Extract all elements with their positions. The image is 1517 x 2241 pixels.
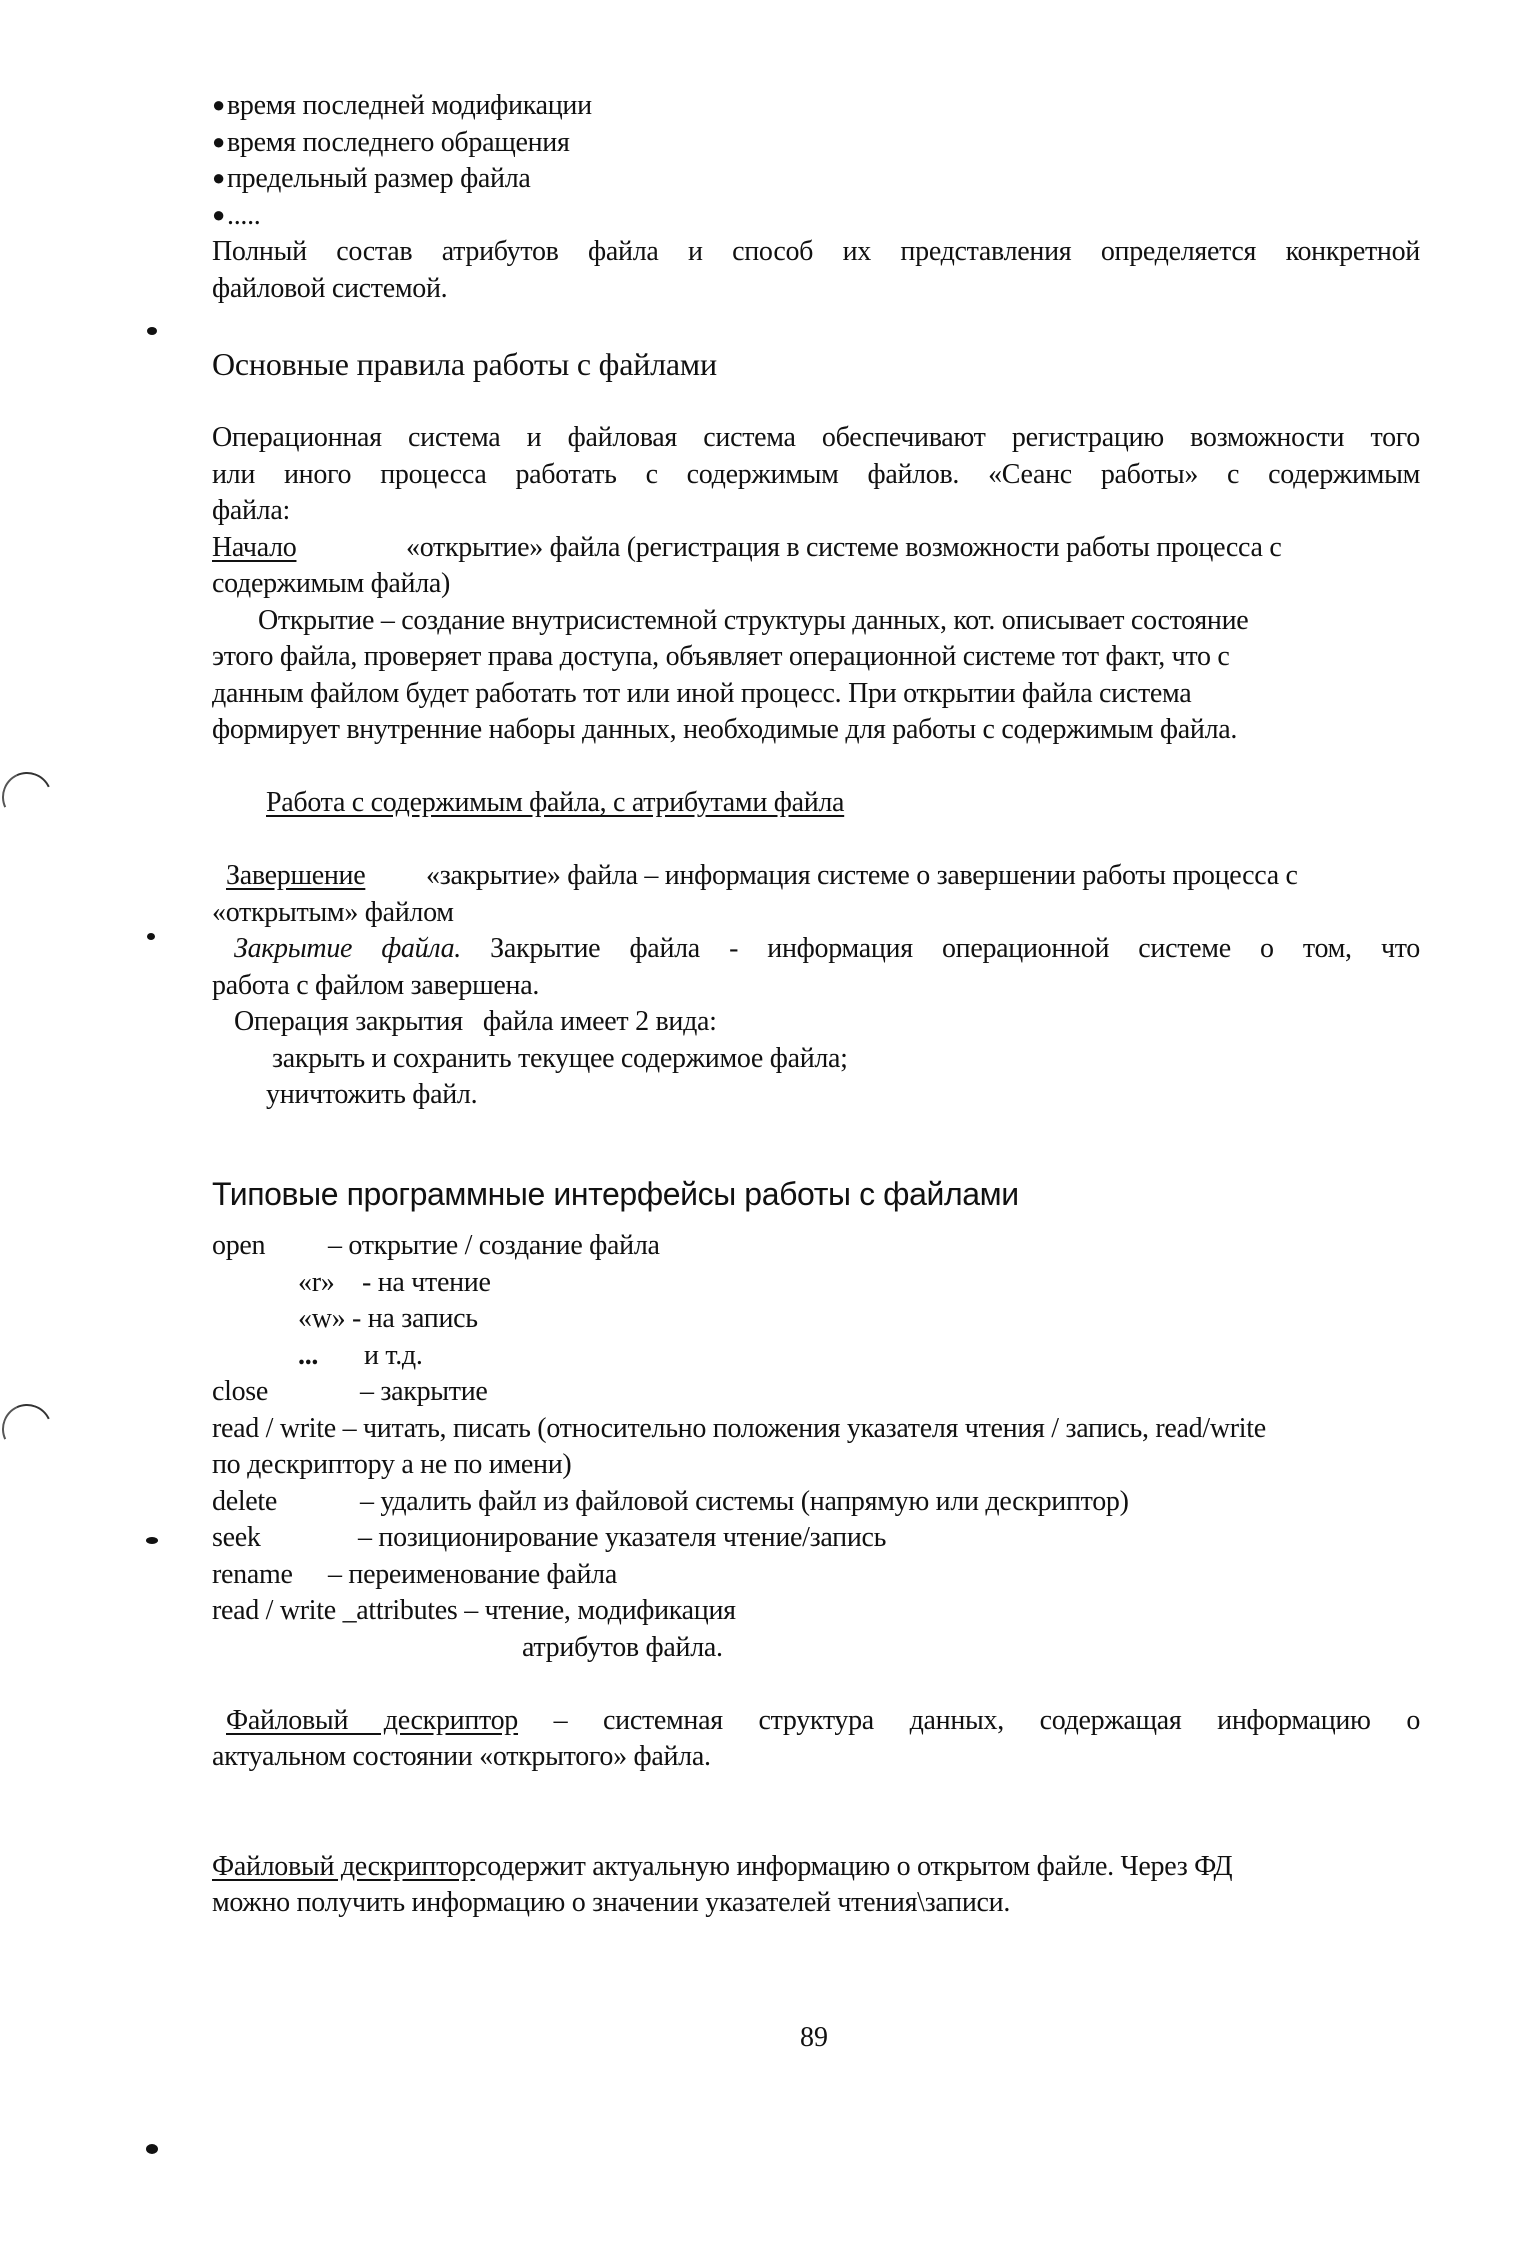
api-desc: – удалить файл из файловой системы (напрямую или дескриптор) bbox=[360, 1486, 1129, 1517]
paragraph-line: данным файлом будет работать тот или иной процесс. При открытии файла система bbox=[212, 678, 1192, 709]
api-name: delete bbox=[212, 1486, 278, 1517]
api-desc: – чтение, модификация bbox=[464, 1595, 736, 1626]
descriptor-definition-row bbox=[226, 1703, 1420, 1739]
bullet-item: ● время последнего обращения bbox=[212, 125, 570, 162]
close-definition-row bbox=[234, 931, 1420, 967]
end-row bbox=[226, 858, 1298, 894]
api-name: open bbox=[212, 1230, 266, 1261]
paragraph-line: «открытым» файлом bbox=[212, 897, 454, 928]
api-entry bbox=[212, 1557, 617, 1593]
api-desc: - на запись bbox=[352, 1303, 478, 1334]
close-kind-item: уничтожить файл. bbox=[266, 1079, 478, 1110]
api-name: seek bbox=[212, 1522, 261, 1553]
bullet-item: ● время последней модификации bbox=[212, 88, 592, 125]
api-desc: – закрытие bbox=[360, 1376, 488, 1407]
paragraph-line: Операционная система и файловая система обеспечивают регистрацию возможности того bbox=[212, 422, 1420, 453]
api-name: read / write bbox=[212, 1413, 336, 1444]
work-label: Работа с содержимым файла, с атрибутами файла bbox=[266, 787, 845, 818]
api-desc: – читать, писать (относительно положения указателя чтения / запись, read/write bbox=[342, 1413, 1266, 1444]
scan-speck bbox=[146, 2144, 158, 2154]
api-name: «w» bbox=[298, 1303, 346, 1334]
api-name: close bbox=[212, 1376, 269, 1407]
api-desc: - на чтение bbox=[362, 1267, 491, 1298]
api-entry bbox=[212, 1411, 1266, 1447]
section-heading-api: Типовые программные интерфейсы работы с файлами bbox=[212, 1176, 1019, 1212]
api-desc: и т.д. bbox=[364, 1340, 423, 1371]
api-entry bbox=[212, 1228, 660, 1264]
api-entry bbox=[298, 1338, 423, 1374]
api-entry-cont: атрибутов файла. bbox=[522, 1632, 723, 1663]
api-entry bbox=[212, 1374, 488, 1410]
paragraph-line: или иного процесса работать с содержимым файлов. «Сеанс работы» с содержимым bbox=[212, 459, 1420, 490]
punch-hole-arc bbox=[0, 765, 59, 829]
api-entry bbox=[212, 1593, 736, 1629]
paragraph-line: работа с файлом завершена. bbox=[212, 970, 540, 1001]
scan-speck bbox=[147, 327, 157, 335]
api-desc: – позиционирование указателя чтение/запись bbox=[358, 1522, 887, 1553]
paragraph-line: формирует внутренние наборы данных, необходимые для работы с содержимым файла. bbox=[212, 714, 1238, 745]
paragraph-line: можно получить информацию о значении указателей чтения\записи. bbox=[212, 1887, 1011, 1918]
descriptor-def: – системная структура данных, содержащая информацию о bbox=[553, 1705, 1421, 1736]
paragraph-line: этого файла, проверяет права доступа, объявляет операционной системе тот факт, что с bbox=[212, 641, 1230, 672]
api-name: «r» bbox=[298, 1267, 335, 1298]
descriptor-note-row bbox=[212, 1849, 1232, 1885]
api-name: read / write _attributes bbox=[212, 1595, 458, 1626]
descriptor-term: Файловый дескриптор bbox=[226, 1705, 519, 1736]
api-desc: – открытие / создание файла bbox=[328, 1230, 660, 1261]
paragraph-line: содержимым файла) bbox=[212, 568, 451, 599]
start-row bbox=[212, 530, 1281, 566]
paragraph-line: актуальном состоянии «открытого» файла. bbox=[212, 1741, 711, 1772]
api-entry-cont: по дескриптору а не по имени) bbox=[212, 1449, 572, 1480]
section-heading-rules: Основные правила работы с файлами bbox=[212, 346, 717, 382]
api-entry bbox=[298, 1265, 491, 1301]
descriptor-note: содержит актуальную информацию о открытом файле. Через ФД bbox=[475, 1851, 1233, 1882]
close-desc: Закрытие файла - информация операционной системе о том, что bbox=[490, 933, 1420, 964]
api-name: ... bbox=[298, 1340, 319, 1371]
api-desc: – переименование файла bbox=[328, 1559, 617, 1590]
punch-hole-arc bbox=[0, 1397, 59, 1461]
end-label: Завершение bbox=[226, 860, 366, 891]
api-entry bbox=[298, 1301, 478, 1337]
paragraph-line: Открытие – создание внутрисистемной структуры данных, кот. описывает состояние bbox=[258, 605, 1249, 636]
bullet-item: ● предельный размер файла bbox=[212, 161, 531, 198]
start-text: «открытие» файла (регистрация в системе возможности работы процесса с bbox=[406, 532, 1282, 563]
scan-speck bbox=[147, 933, 155, 940]
bullet-item: ● ..... bbox=[212, 198, 261, 235]
scan-speck bbox=[146, 1537, 158, 1544]
api-entry bbox=[212, 1484, 1129, 1520]
start-label: Начало bbox=[212, 532, 297, 563]
api-entry bbox=[212, 1520, 886, 1556]
paragraph-line: файла: bbox=[212, 495, 290, 526]
paragraph-line: Операция закрытия файла имеет 2 вида: bbox=[234, 1006, 717, 1037]
descriptor-term: Файловый дескриптор bbox=[212, 1851, 476, 1882]
api-name: rename bbox=[212, 1559, 293, 1590]
end-text: «закрытие» файла – информация системе о завершении работы процесса с bbox=[426, 860, 1298, 891]
paragraph-line: Полный состав атрибутов файла и способ их представления определяется конкретной bbox=[212, 236, 1420, 267]
close-term: Закрытие файла. bbox=[234, 933, 461, 964]
close-kind-item: закрыть и сохранить текущее содержимое файла; bbox=[272, 1043, 848, 1074]
page-number: 89 bbox=[800, 2022, 828, 2053]
paragraph-line: файловой системой. bbox=[212, 273, 448, 304]
